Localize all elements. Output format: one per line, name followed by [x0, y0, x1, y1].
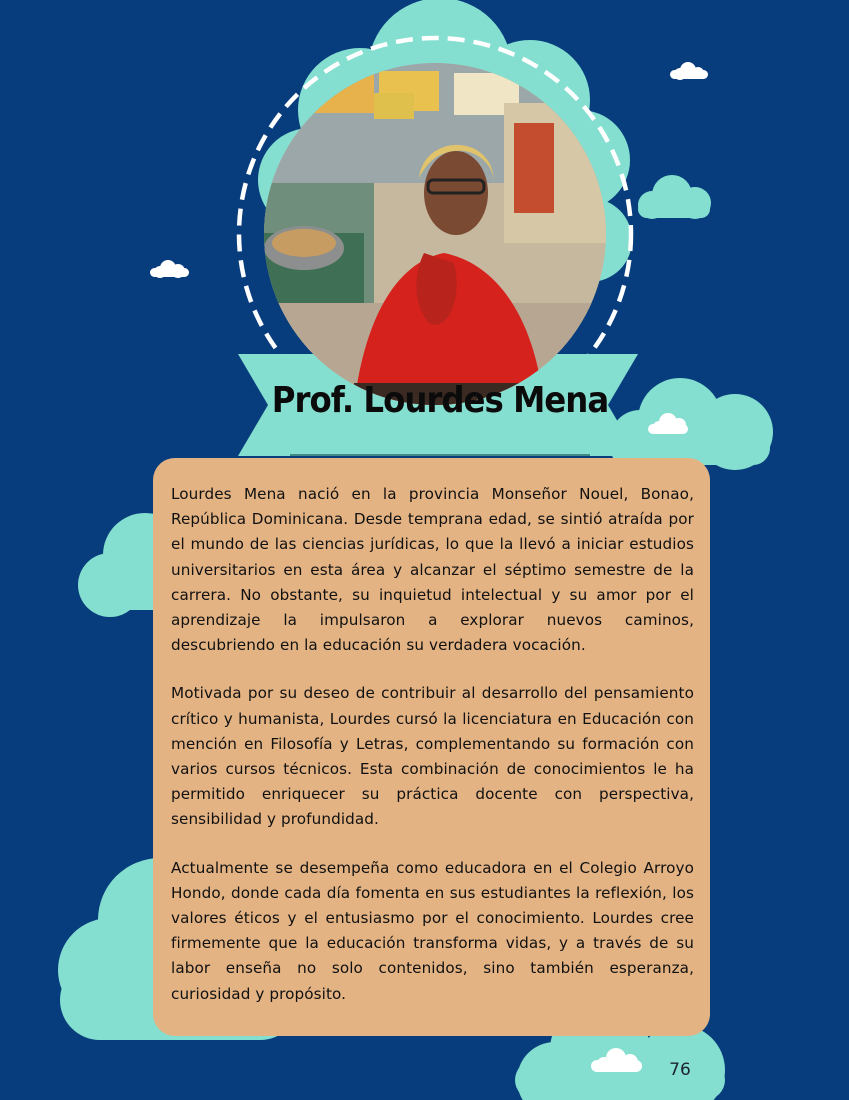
bio-paragraph-1: Lourdes Mena nació en la provincia Monseñor Nouel, Bonao, República Dominicana. Desde temprana edad, se sintió atraída por el mundo de las ciencias jurídicas, lo que la llevó a iniciar estudios universitarios en esta área y alcanzar el séptimo semestre de la carrera. No obstante, su inquietud intelectual y su amor por el aprendizaje la impulsaron a explorar nuevos caminos, descubriendo en la educación su verdadera vocación. — [171, 485, 694, 655]
biography-card — [153, 458, 710, 1036]
portrait-photo — [264, 63, 606, 405]
bio-paragraph-2: Motivada por su deseo de contribuir al desarrollo del pensamiento crítico y humanista, Lourdes cursó la licenciatura en Educación con mención en Filosofía y Letras, complementando su formación con varios cursos técnicos. Esta combinación de conocimientos le ha permitido enriquecer su práctica docente con perspectiva, sensibilidad y profundidad. — [171, 684, 694, 829]
teacher-name-title: Prof. Lourdes Mena — [271, 380, 609, 421]
bio-paragraph-3: Actualmente se desempeña como educadora en el Colegio Arroyo Hondo, donde cada día fomenta en sus estudiantes la reflexión, los valores éticos y el entusiasmo por el conocimiento. Lourdes cree firmemente que la educación transforma vidas, y a través de su labor enseña no solo contenidos, sino también esperanza, curiosidad y propósito. — [171, 858, 694, 1003]
page-number: 76 — [669, 1060, 691, 1080]
